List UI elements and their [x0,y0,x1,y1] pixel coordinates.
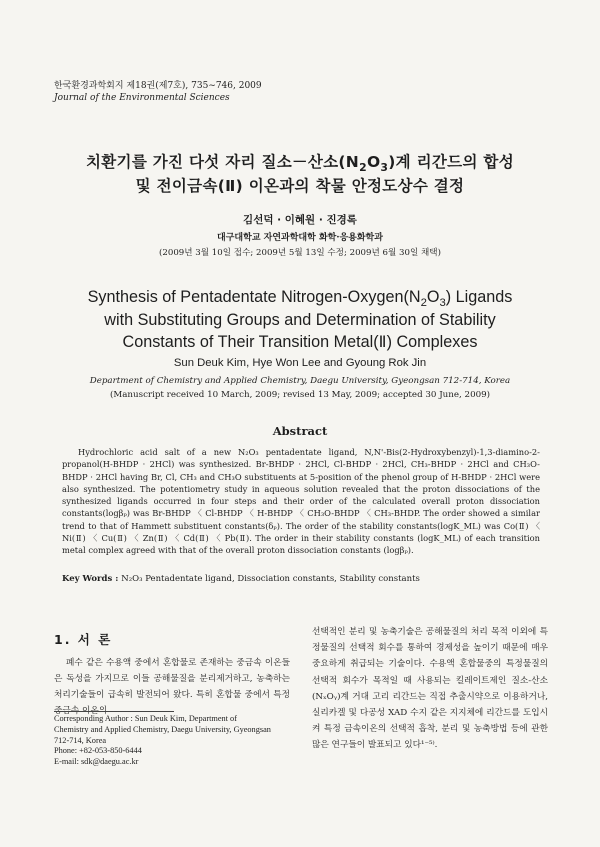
english-authors: Sun Deuk Kim, Hye Won Lee and Gyoung Rok Jin [173,357,427,369]
keywords-label: Key Words : [62,574,122,584]
korean-authors: 김선덕 · 이혜원 · 진경록 [243,214,357,226]
english-affiliation: Department of Chemistry and Applied Chemistry, Daegu University, Gyeongsan 712-714, Korea [89,376,511,386]
korean-title-line1: 치환기를 가진 다섯 자리 질소－산소$(N_2O_3)$계 리간드의 합성 [86,153,514,175]
journal-header [54,80,262,104]
journal-citation-ko: 한국환경과학회지 제18권(제7호), 735∼746, 2009 [54,81,262,91]
english-title-line3: Constants of Their Transition Metal(Ⅱ) Complexes [122,333,478,351]
journal-name-en: Journal of the Environmental Sciences [54,93,230,103]
footnote-line: 712-714, Korea [54,735,107,745]
footnote-line: Chemistry and Applied Chemistry, Daegu University, Gyeongsan [54,724,271,734]
keywords-text: N₂O₃ Pentadentate ligand, Dissociation constants, Stability constants [121,574,420,584]
korean-title [40,150,560,198]
abstract-heading: Abstract [272,424,328,438]
english-title [30,286,570,354]
body-text-left-column: 폐수 같은 수용액 중에서 혼합물로 존재하는 중금속 이온들은 독성을 가지므로 이들 공해물질을 분리제거하고, 농축하는 처리기술들이 급속히 발전되어 왔다. 특히 혼합물 중에서 특정 중금속 이온의 [54,658,290,716]
english-dates: (Manuscript received 10 March, 2009; revised 13 May, 2009; accepted 30 June, 2009) [109,390,491,400]
body-text-right-column: 선택적인 분리 및 농축기술은 공해물질의 처리 목적 이외에 특정물질의 선택적 회수를 통하여 경제성을 높이기 때문에 매우 중요하게 취급되는 기술이다. 수용액 혼합물중의 특정물질의 선택적 회수가 목적일 때 사용되는 킬레이트제인 질소-산소(NₓOᵧ)계 거대 고리 리간드는 직접 추출시약으로 이용하거나, 실리카겔 및 다공성 XAD 수지 같은 지지체에 리간드를 도입시켜 특정 금속이온의 선택적 흡착, 분리 및 농축방법 등에 관한 많은 연구들이 발표되고 있다¹⁻⁵⁾. [312,627,548,751]
english-title-line1: Synthesis of Pentadentate Nitrogen-$Oxygen(N_2O_3)$ Ligands [87,288,513,310]
english-title-line2: with Substituting Groups and Determination of Stability [104,310,496,329]
abstract-text: Hydrochloric acid salt of a new N₂O₃ pentadentate ligand, N,N'-Bis(2-Hydroxybenzyl)-1,3-diamino-2-propanol(H-BHDP · 2HCl) was synthesized. Br-BHDP · 2HCl, Cl-BHDP · 2HCl, CH₃-BHDP · 2HCl and CH₃O-BHDP · 2HCl having Br, Cl, CH₃ and CH₃O substituents at 5-position of the phenol group of H-BHDP · 2HCl were also synthesized. The potentiometry study in aqueous solution revealed that the proton dissociations of the synthesized ligands occurred in four steps and their order of the calculated overall proton dissociation constants(logβₚ) was Br-BHDP 〈 Cl-BHDP 〈 H-BHDP 〈 CH₃O-BHDP 〈 CH₃-BHDP. The order showed a similar trend to that of Hammett substituent constants(δₚ). The order of the stability constants(logK_ML) was Co(Ⅱ) 〈 Ni(Ⅱ) 〈 Cu(Ⅱ) 〈 Zn(Ⅱ) 〈 Cd(Ⅱ) 〈 Pb(Ⅱ). The order in their stability constants (logK_ML) of each transition metal complex agreed with that of the overall proton dissociation constants (logβₚ). [62,447,540,556]
footnote-phone: Phone: +82-053-850-6444 [54,746,142,756]
korean-dates: (2009년 3월 10일 접수; 2009년 5월 13일 수정; 2009년 6월 30일 채택) [159,248,441,258]
keywords [62,574,540,584]
section-heading-introduction: 1. 서 론 [54,632,113,647]
footnote-line: Corresponding Author : Sun Deuk Kim, Department of [54,714,237,723]
footnote-email: E-mail: sdk@daegu.ac.kr [54,757,139,767]
korean-affiliation: 대구대학교 자연과학대학 화학·응용화학과 [217,233,383,243]
korean-title-line2: 및 전이금속(Ⅱ) 이온과의 착물 안정도상수 결정 [135,177,465,195]
footnote-divider [54,711,174,712]
corresponding-author-footnote [54,714,294,768]
